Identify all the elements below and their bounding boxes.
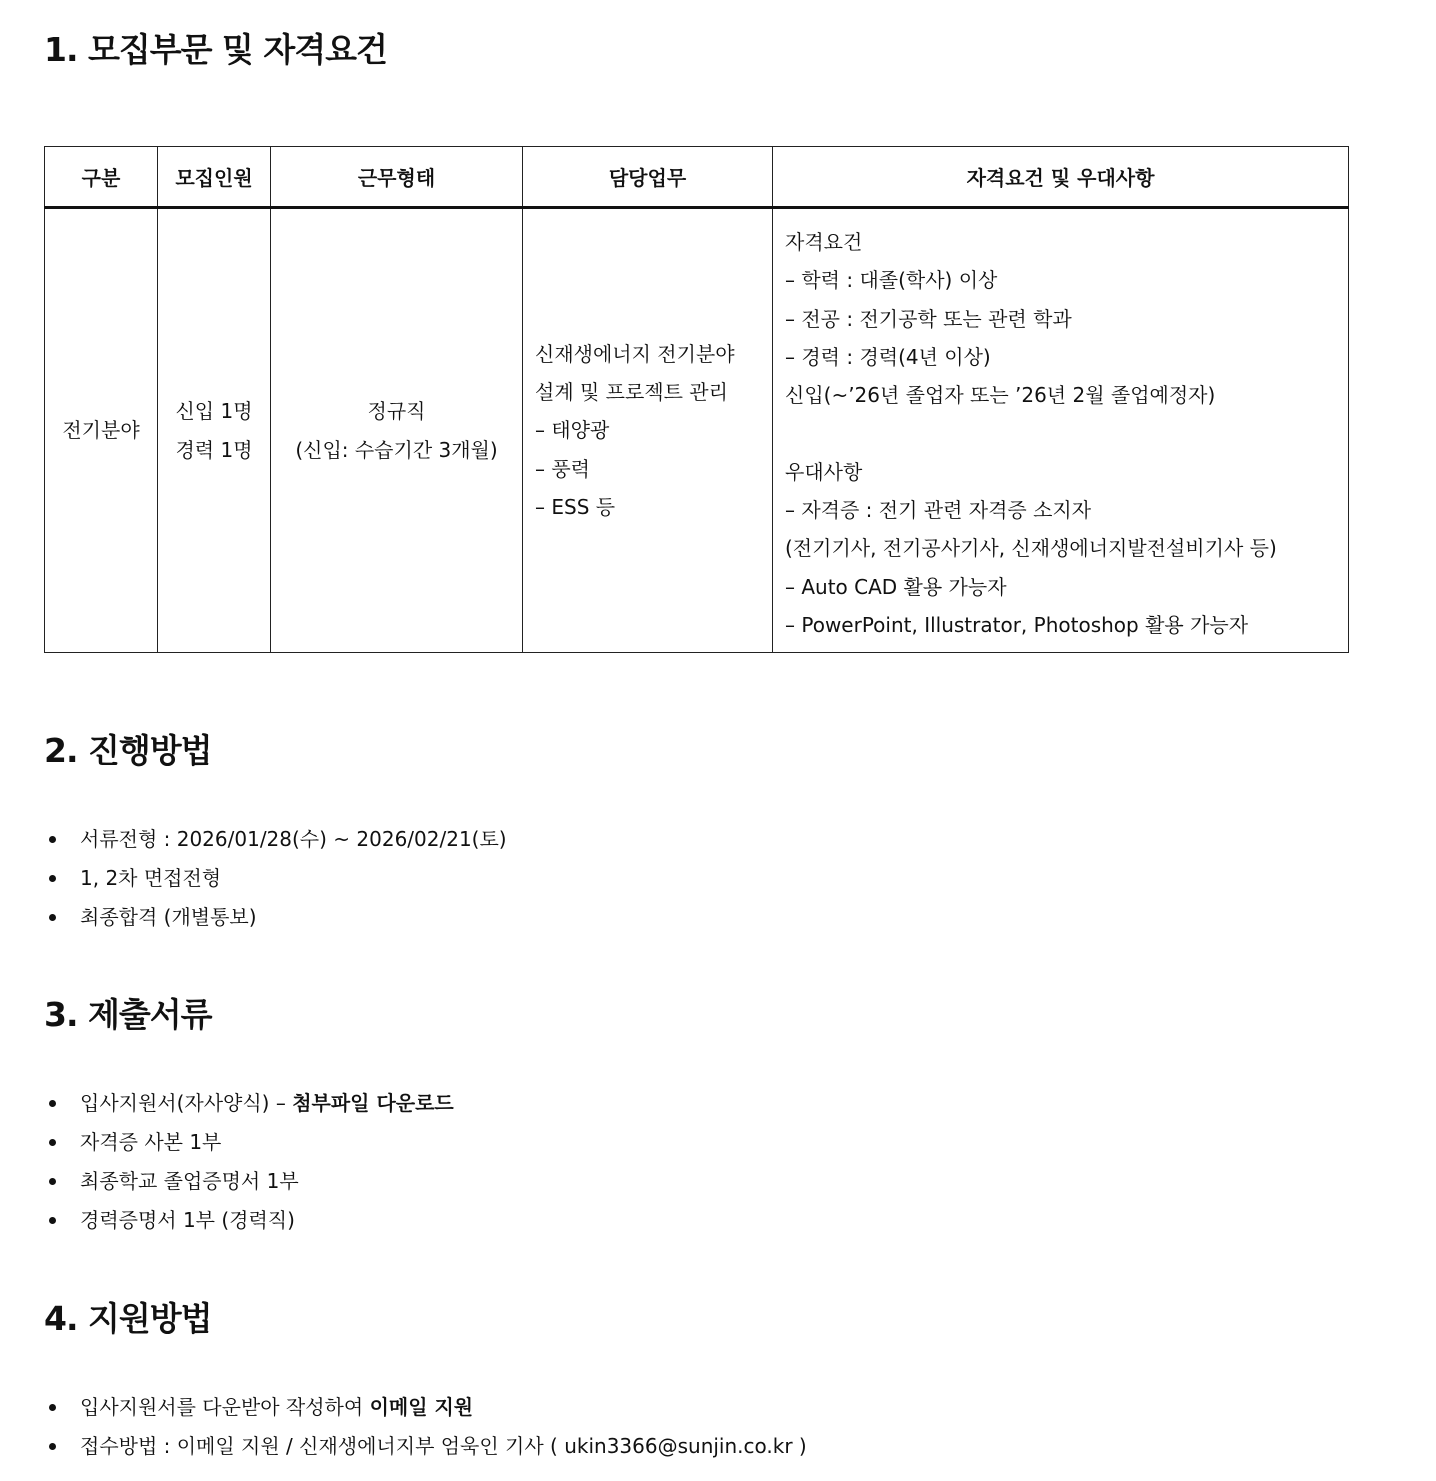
qual-line: – PowerPoint, Illustrator, Photoshop 활용 가능자 — [785, 612, 1249, 637]
duty-line: – 태양광 — [535, 418, 610, 443]
qual-line: 신입(~’26년 졸업자 또는 ’26년 2월 졸업예정자) — [785, 383, 1216, 408]
list-item: 1, 2차 면접전형 — [80, 859, 1436, 898]
list-item: 최종합격 (개별통보) — [80, 898, 1436, 937]
cell-qualifications — [773, 208, 1349, 653]
section-title-process: 2. 진행방법 — [44, 731, 212, 771]
cell-employment — [271, 208, 523, 653]
duty-line: – ESS 등 — [535, 495, 616, 520]
table-header-row — [45, 147, 1349, 208]
documents-list — [44, 1084, 1436, 1240]
header-duties: 담당업무 — [523, 147, 773, 208]
download-attachment-link[interactable]: 첨부파일 다운로드 — [292, 1091, 454, 1116]
qual-line: – 전공 : 전기공학 또는 관련 학과 — [785, 306, 1072, 331]
list-item — [80, 1084, 1436, 1123]
headcount-new: 신입 1명 — [175, 399, 253, 424]
apply-list — [44, 1388, 1436, 1466]
section-title-documents: 3. 제출서류 — [44, 995, 212, 1035]
duty-line: 설계 및 프로젝트 관리 — [535, 380, 728, 405]
list-item: 자격증 사본 1부 — [80, 1123, 1436, 1162]
section-title-apply: 4. 지원방법 — [44, 1299, 212, 1339]
qual-line: – Auto CAD 활용 가능자 — [785, 574, 1007, 599]
qual-line: – 학력 : 대졸(학사) 이상 — [785, 268, 998, 293]
table-row — [45, 208, 1349, 653]
qual-line: (전기기사, 전기공사기사, 신재생에너지발전설비기사 등) — [785, 536, 1277, 561]
cell-duties — [523, 208, 773, 653]
section-title-recruit: 1. 모집부문 및 자격요건 — [44, 30, 387, 69]
employment-probation: (신입: 수습기간 3개월) — [295, 437, 498, 462]
list-item: 경력증명서 1부 (경력직) — [80, 1201, 1436, 1240]
process-list — [44, 820, 1436, 937]
headcount-experienced: 경력 1명 — [175, 437, 253, 462]
cell-headcount — [158, 208, 271, 653]
list-item: 최종학교 졸업증명서 1부 — [80, 1162, 1436, 1201]
apply-instruction-text: 입사지원서를 다운받아 작성하여 — [80, 1395, 370, 1420]
duty-line: – 풍력 — [535, 456, 590, 481]
list-item — [80, 1388, 1436, 1427]
qual-line: – 자격증 : 전기 관련 자격증 소지자 — [785, 498, 1092, 523]
recruit-table — [44, 146, 1349, 653]
header-qualifications: 자격요건 및 우대사항 — [773, 147, 1349, 208]
qual-line: – 경력 : 경력(4년 이상) — [785, 344, 991, 369]
employment-type: 정규직 — [367, 399, 426, 424]
application-form-text: 입사지원서(자사양식) – — [80, 1091, 293, 1116]
header-division: 구분 — [45, 147, 158, 208]
division-text: 전기분야 — [62, 418, 140, 443]
qual-heading-preferred: 우대사항 — [785, 459, 863, 484]
list-item: 접수방법 : 이메일 지원 / 신재생에너지부 엄욱인 기사 ( ukin3366@sunjin.co.kr ) — [80, 1427, 1436, 1466]
qual-spacer — [785, 414, 1348, 452]
qual-heading-requirements: 자격요건 — [785, 230, 863, 254]
header-headcount: 모집인원 — [158, 147, 271, 208]
duty-line: 신재생에너지 전기분야 — [535, 341, 735, 366]
header-employment: 근무형태 — [271, 147, 523, 208]
cell-division — [45, 208, 158, 653]
email-apply-emphasis: 이메일 지원 — [369, 1395, 474, 1420]
list-item: 서류전형 : 2026/01/28(수) ~ 2026/02/21(토) — [80, 820, 1436, 859]
